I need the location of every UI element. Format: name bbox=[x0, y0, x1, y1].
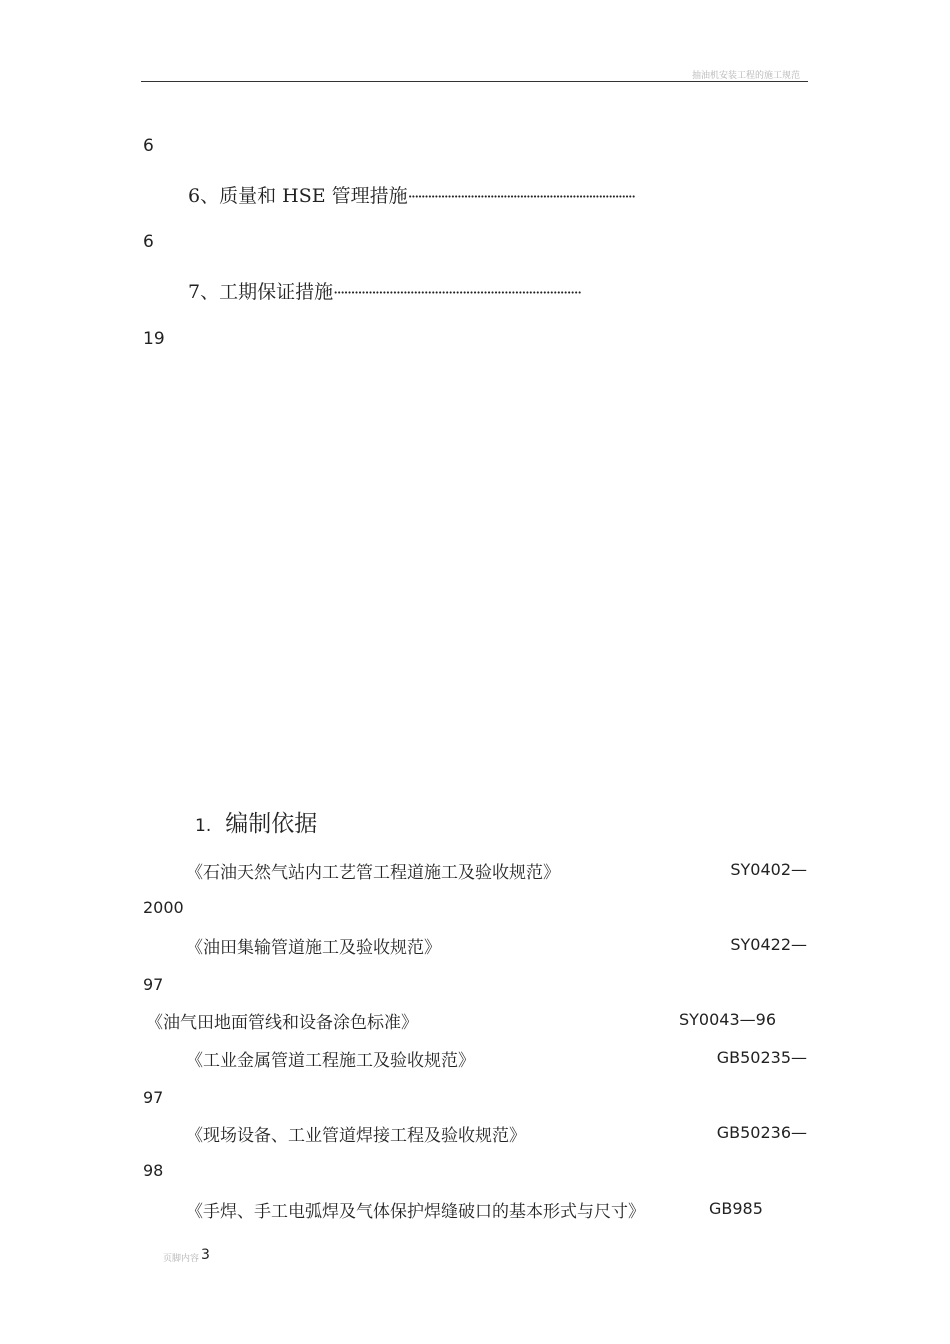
reference-code: GB985 bbox=[709, 1199, 763, 1218]
header-rule bbox=[141, 81, 808, 82]
reference-code: SY0402— bbox=[730, 860, 807, 879]
reference-code: SY0043—96 bbox=[679, 1010, 777, 1029]
toc-leader-dots: ······································································· bbox=[333, 283, 581, 302]
toc-entry-schedule bbox=[188, 277, 581, 304]
section-heading bbox=[195, 805, 317, 838]
reference-code: SY0422— bbox=[730, 935, 807, 954]
toc-entry-label: 6、质量和 HSE 管理措施 bbox=[188, 185, 408, 207]
reference-code: GB50235— bbox=[716, 1048, 807, 1067]
reference-title: 《油气田地面管线和设备涂色标准》 bbox=[146, 1013, 418, 1033]
reference-title: 《工业金属管道工程施工及验收规范》 bbox=[186, 1051, 475, 1071]
toc-page-number: 6 bbox=[143, 136, 154, 156]
reference-title: 《现场设备、工业管道焊接工程及验收规范》 bbox=[186, 1126, 526, 1146]
reference-code-continuation: 2000 bbox=[143, 898, 184, 917]
reference-code-continuation: 97 bbox=[143, 1088, 164, 1107]
toc-entry-label: 7、工期保证措施 bbox=[188, 281, 334, 303]
footer-page-number: 3 bbox=[201, 1247, 210, 1263]
header-title: 抽油机安装工程的施工规范 bbox=[692, 71, 801, 81]
section-number: 1. bbox=[195, 816, 212, 836]
reference-title: 《手焊、手工电弧焊及气体保护焊缝破口的基本形式与尺寸》 bbox=[186, 1202, 645, 1222]
reference-code-continuation: 98 bbox=[143, 1161, 164, 1180]
toc-page-number: 19 bbox=[143, 329, 165, 349]
footer-label: 页脚内容 bbox=[163, 1254, 200, 1264]
section-title: 编制依据 bbox=[225, 811, 318, 837]
toc-entry-quality-hse bbox=[188, 181, 634, 208]
reference-title: 《油田集输管道施工及验收规范》 bbox=[186, 938, 441, 958]
reference-code-continuation: 97 bbox=[143, 975, 164, 994]
reference-code: GB50236— bbox=[716, 1123, 807, 1142]
toc-leader-dots: ····································································· bbox=[407, 187, 635, 206]
reference-title: 《石油天然气站内工艺管工程道施工及验收规范》 bbox=[186, 863, 560, 883]
toc-page-number: 6 bbox=[143, 232, 154, 252]
